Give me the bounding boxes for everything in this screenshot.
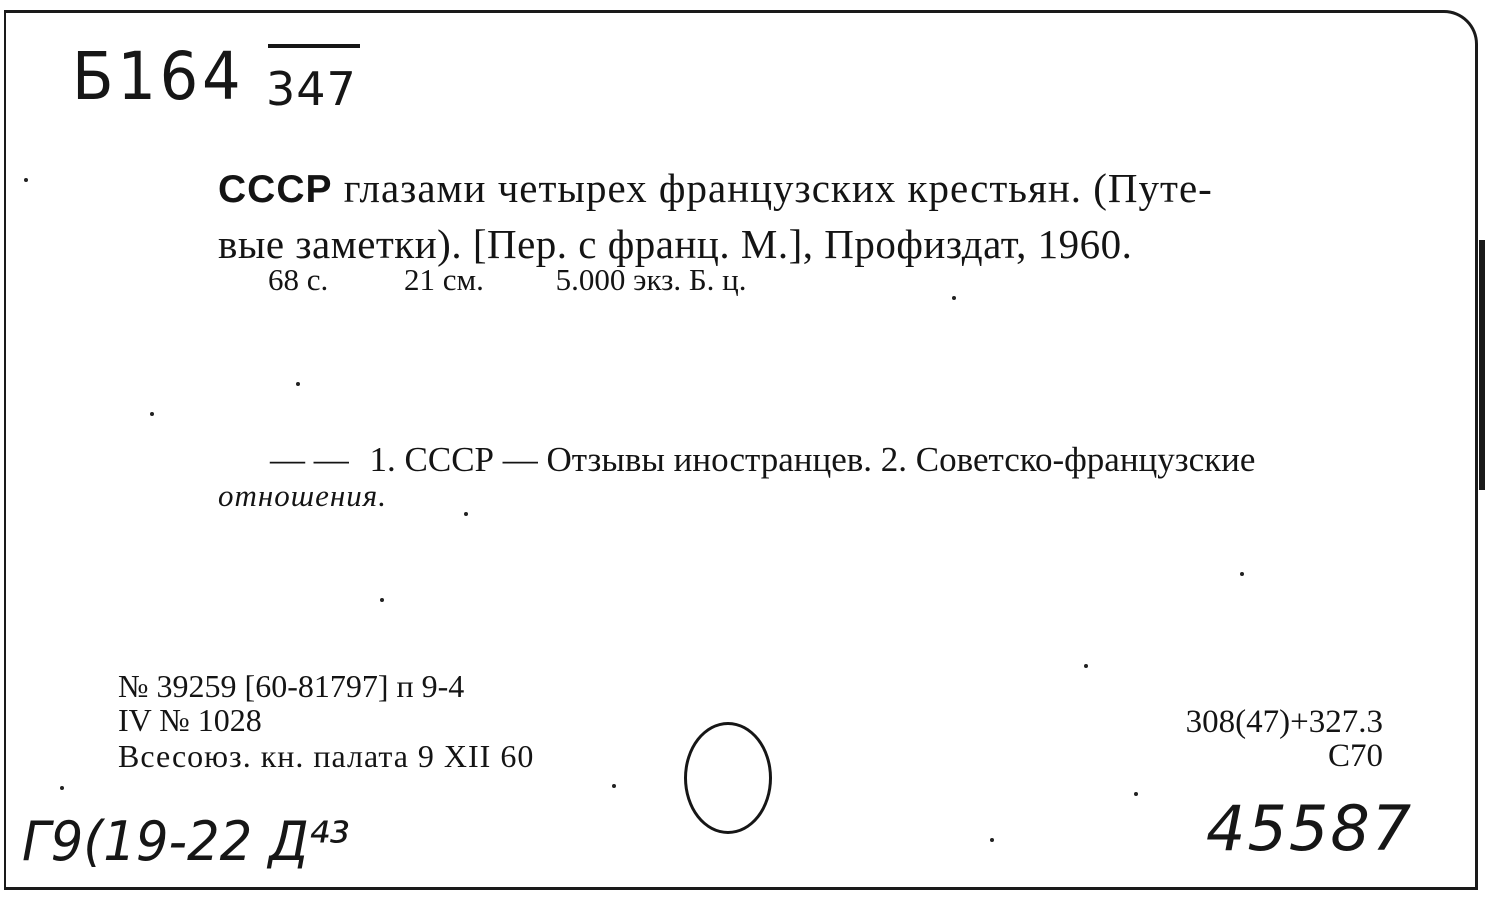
speck — [990, 838, 994, 842]
speck — [24, 178, 28, 182]
title-line-2: вые заметки). [Пер. с франц. М.], Профиздат, 1960. — [218, 221, 1133, 267]
speck — [60, 786, 64, 790]
handwritten-inventory-number: 45587 — [1206, 792, 1414, 865]
copies-price: 5.000 экз. Б. ц. — [555, 262, 747, 297]
tracing-dashes: — — — [270, 440, 349, 479]
shelfmark-overline — [268, 44, 360, 48]
speck — [464, 512, 468, 516]
tracings-line-1 — [270, 440, 1255, 480]
tracing-subjects: 1. СССР — Отзывы иностранцев. 2. Советско-французские — [369, 440, 1256, 479]
imprint-chamber-date: Всесоюз. кн. палата 9 XII 60 — [118, 738, 535, 774]
imprint-order-number: № 39259 [60-81797] п 9-4 — [118, 668, 465, 704]
handwritten-shelfmark-sub: 347 — [266, 62, 357, 116]
speck — [150, 412, 154, 416]
speck — [612, 784, 616, 788]
speck — [1134, 792, 1138, 796]
handwritten-note-bottom-left: Г9(19-22 Д⁴³ — [22, 810, 350, 873]
speck — [1240, 572, 1244, 576]
speck — [380, 598, 384, 602]
tracings-line-2: отношения. — [218, 478, 387, 513]
collation-line — [268, 262, 747, 298]
title-lead: СССР — [218, 168, 333, 211]
classification-code: 308(47)+327.3 — [1185, 704, 1383, 740]
handwritten-shelfmark: Б164 — [72, 38, 245, 115]
size: 21 см. — [404, 262, 484, 297]
speck — [296, 382, 300, 386]
title-line-1 — [218, 164, 1213, 212]
speck — [1084, 664, 1088, 668]
speck — [952, 296, 956, 300]
pages: 68 с. — [268, 262, 329, 297]
call-number: С70 — [1327, 738, 1383, 774]
card-punch-hole — [684, 722, 772, 834]
title-line-1-rest: глазами четырех французских крестьян. (Путе- — [343, 165, 1213, 211]
imprint-card-number: IV № 1028 — [118, 702, 262, 738]
card-edge-mark — [1479, 240, 1485, 490]
